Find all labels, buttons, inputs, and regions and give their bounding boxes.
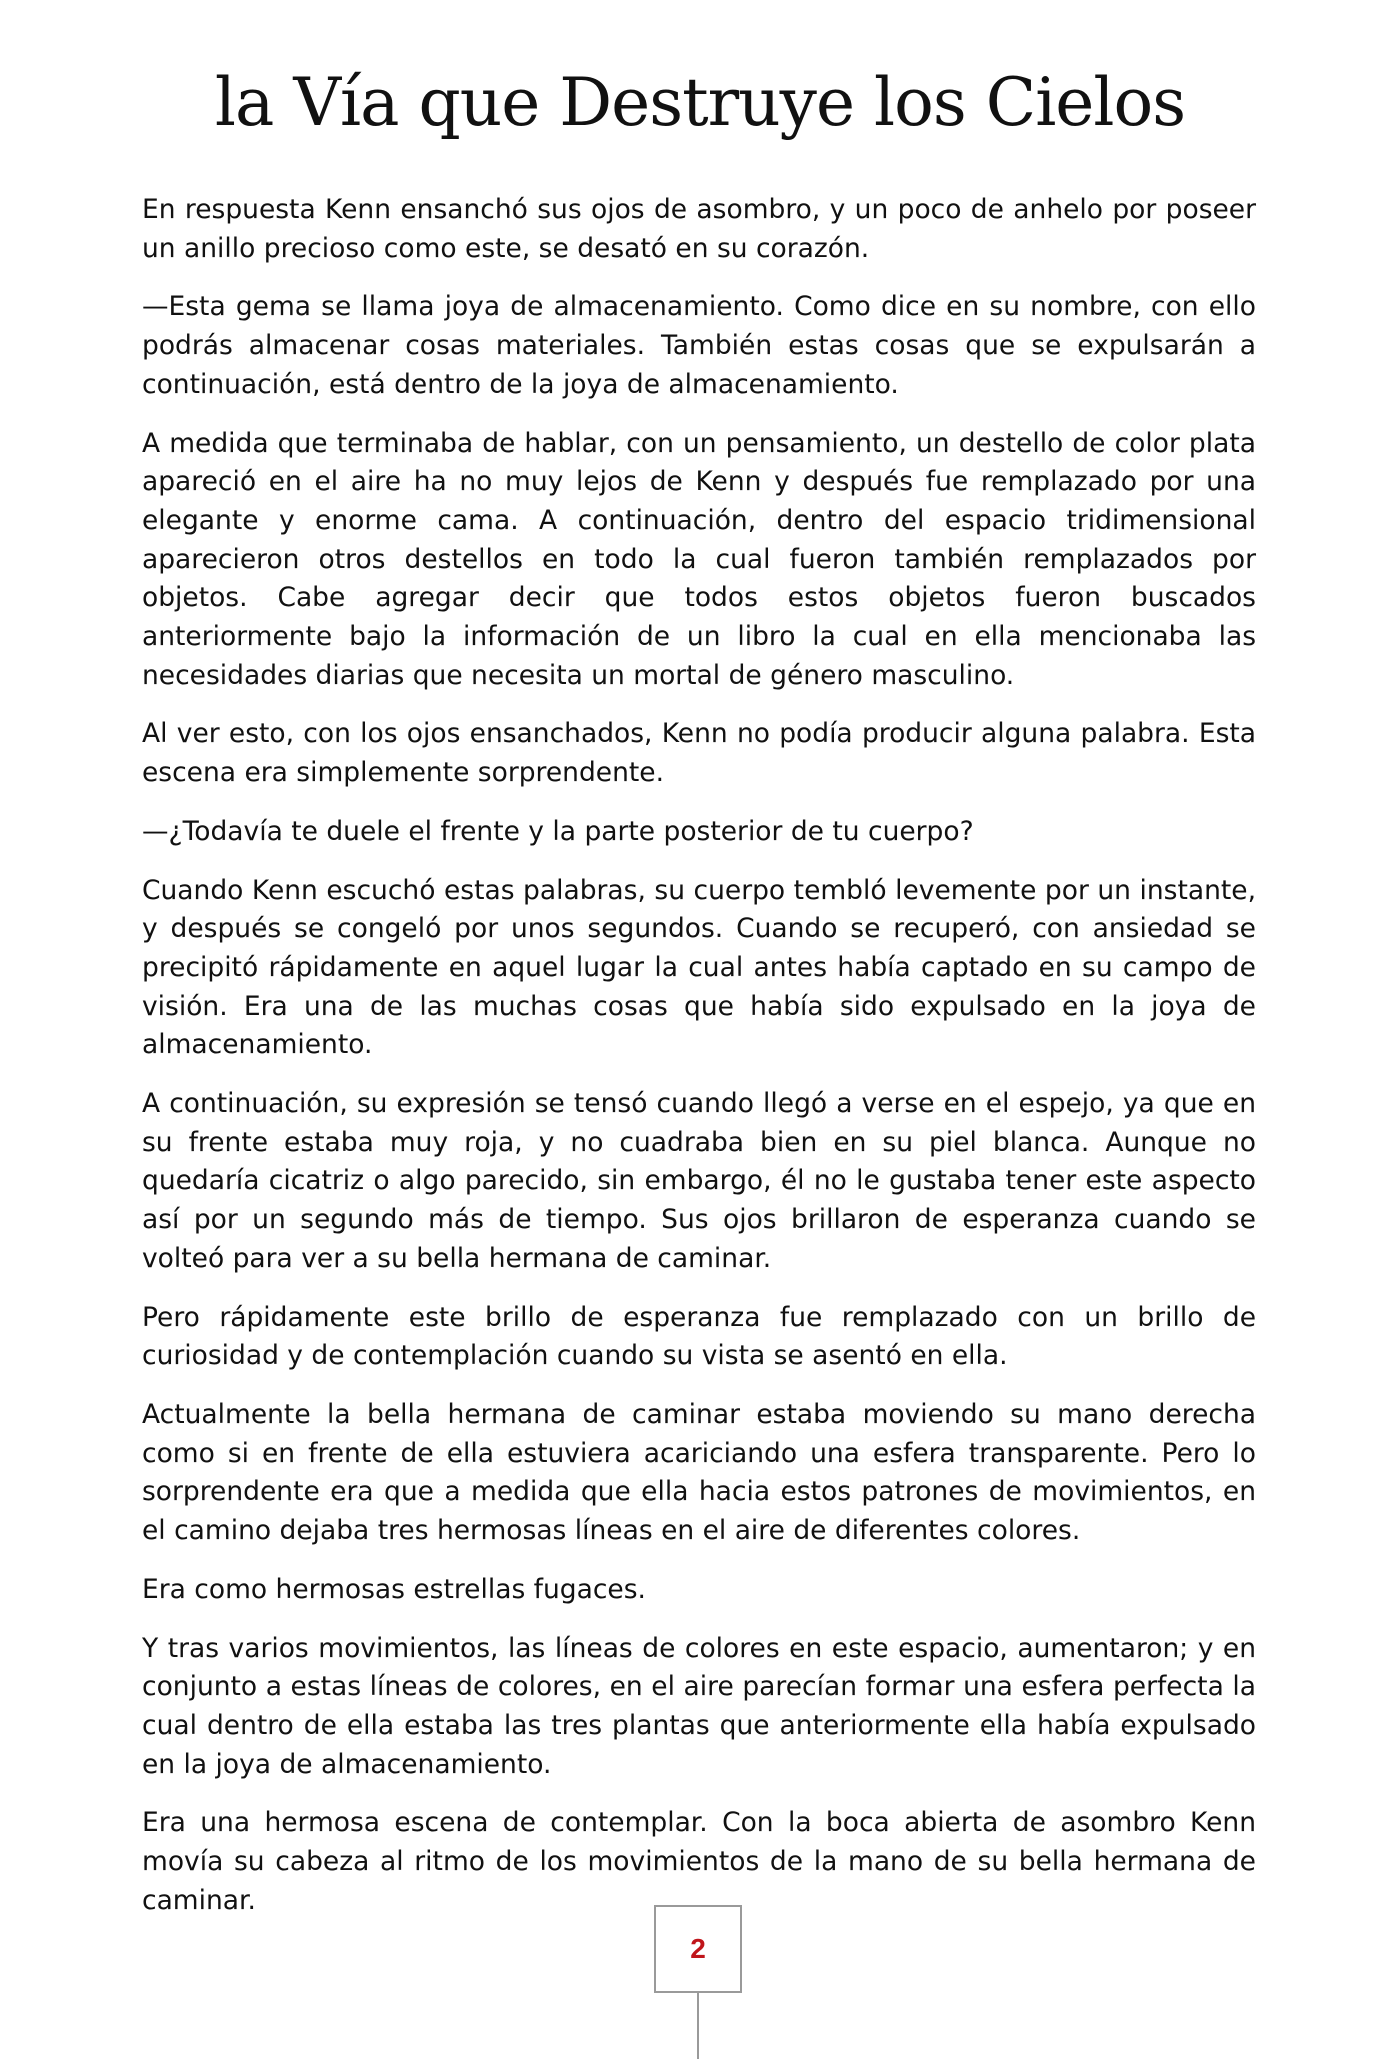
paragraph: Pero rápidamente este brillo de esperanza fue remplazado con un brillo de curiosidad y de contemplación cuando su vista se asentó en ella. [142,1301,1256,1372]
paragraph: A continuación, su expresión se tensó cuando llegó a verse en el espejo, ya que en su frente estaba muy roja, y no cuadraba bien en su piel blanca. Aunque no quedaría cicatriz o algo parecido, sin embargo, él no le gustaba tener este aspecto así por un segundo más de tiempo. Sus ojos brillaron de esperanza cuando se volteó para ver a su bella hermana de caminar. [142,1088,1256,1274]
paragraph: En respuesta Kenn ensanchó sus ojos de asombro, y un poco de anhelo por poseer un anillo precioso como este, se desató en su corazón. [142,194,1256,264]
paragraph: Cuando Kenn escuchó estas palabras, su cuerpo tembló levemente por un instante, y después se congeló por unos segundos. Cuando se recuperó, con ansiedad se precipitó rápidamente en aquel lugar la cual antes había captado en su campo de visión. Era una de las muchas cosas que había sido expulsado en la joya de almacenamiento. [142,874,1256,1061]
paragraph: —Esta gema se llama joya de almacenamiento. Como dice en su nombre, con ello podrás almacenar cosas materiales. También estas cosas que se expulsarán a continuación, está dentro de la joya de almacenamiento. [142,291,1256,400]
page-number: 2 [690,1933,706,1964]
paragraph: Era una hermosa escena de contemplar. Con la boca abierta de asombro Kenn movía su cabeza al ritmo de los movimientos de la mano de su bella hermana de caminar. [142,1807,1256,1916]
page-number-box [654,1905,742,1993]
page-title: la Vía que Destruye los Cielos [214,64,1186,141]
paragraph: Y tras varios movimientos, las líneas de colores en este espacio, aumentaron; y en conjunto a estas líneas de colores, en el aire parecían formar una esfera perfecta la cual dentro de ella estaba las tres plantas que anteriormente ella había expulsado en la joya de almacenamiento. [142,1632,1256,1780]
paragraph: Al ver esto, con los ojos ensanchados, Kenn no podía producir alguna palabra. Esta escena era simplemente sorprendente. [142,718,1256,789]
paragraph: Actualmente la bella hermana de caminar estaba moviendo su mano derecha como si en frente de ella estuviera acariciando una esfera transparente. Pero lo sorprendente era que a medida que ella hacia estos patrones de movimientos, en el camino dejaba tres hermosas líneas en el aire de diferentes colores. [142,1398,1256,1547]
document-body [142,191,1256,1940]
page-number-connector-line [697,1993,699,2059]
paragraph: Era como hermosas estrellas fugaces. [142,1573,646,1605]
paragraph: —¿Todavía te duele el frente y la parte posterior de tu cuerpo? [142,815,974,847]
paragraph: A medida que terminaba de hablar, con un pensamiento, un destello de color plata apareció en el aire ha no muy lejos de Kenn y después fue remplazado por una elegante y enorme cama. A continuación, dentro del espacio tridimensional aparecieron otros destellos en todo la cual fueron también remplazados por objetos. Cabe agregar decir que todos estos objetos fueron buscados anteriormente bajo la información de un libro la cual en ella mencionaba las necesidades diarias que necesita un mortal de género masculino. [142,427,1256,691]
